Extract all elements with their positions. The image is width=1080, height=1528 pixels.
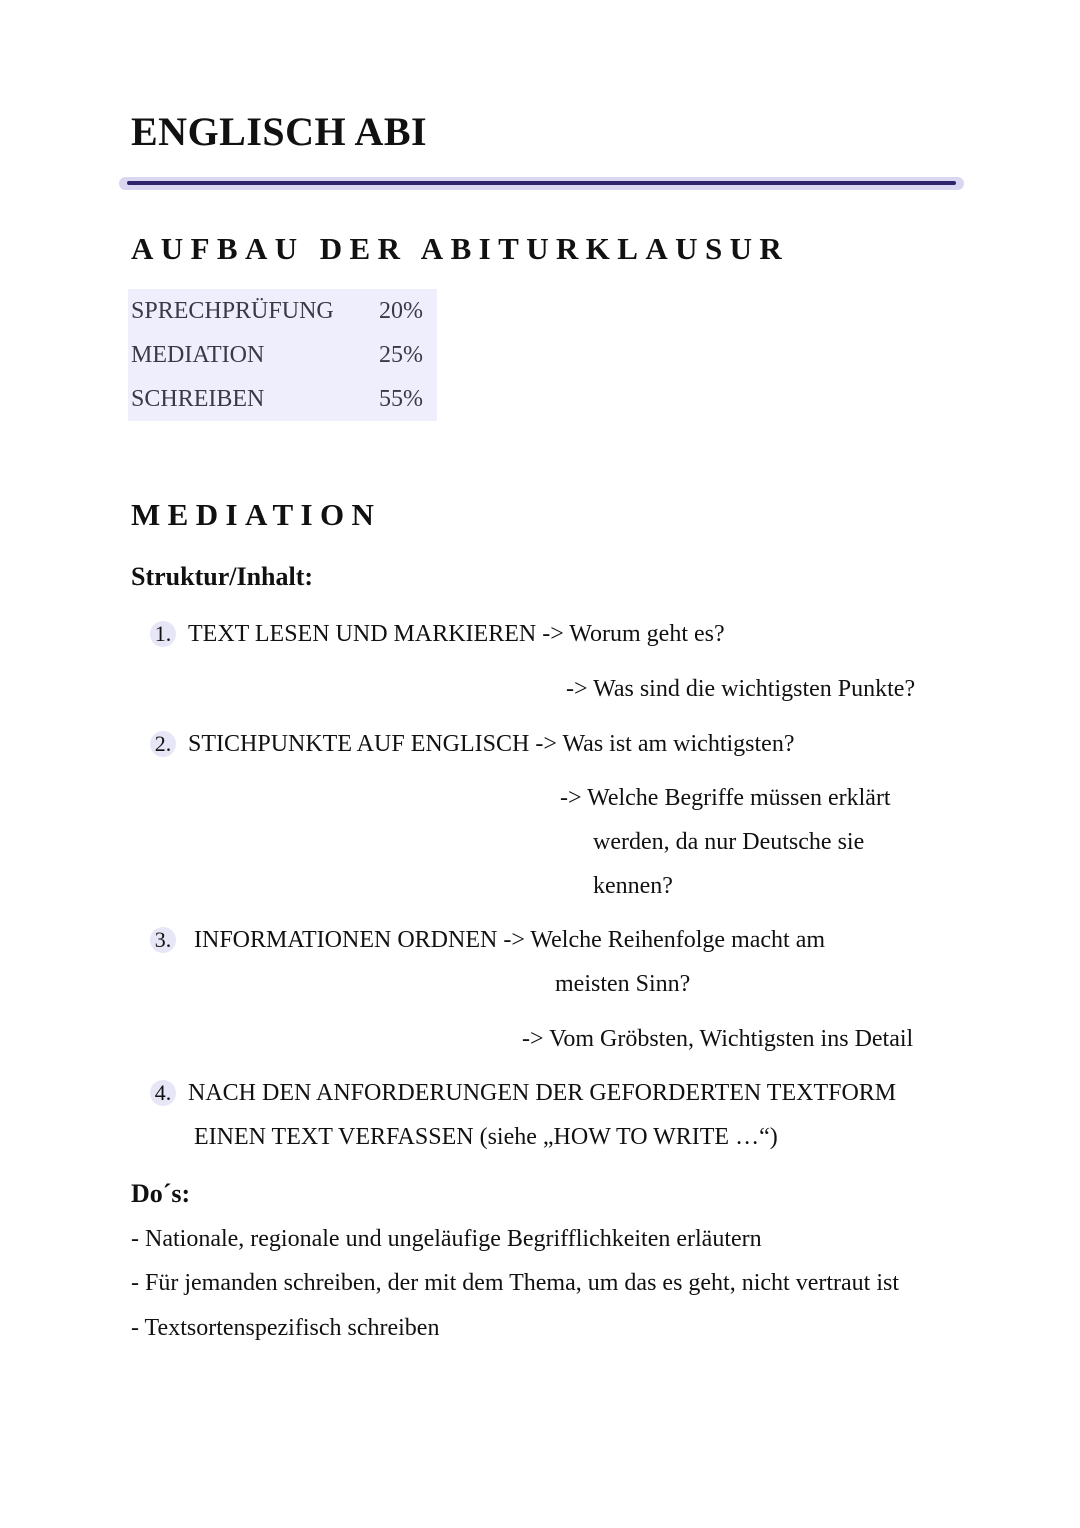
step-number: 2. (150, 731, 176, 757)
row-value: 55% (379, 386, 423, 412)
step-text: STICHPUNKTE AUF ENGLISCH -> Was ist am wichtigsten? (188, 731, 795, 757)
row-value: 20% (379, 298, 423, 324)
exam-weight-table (128, 289, 437, 421)
row-label: SCHREIBEN (131, 386, 265, 412)
step-detail: kennen? (593, 873, 673, 899)
page-title: ENGLISCH ABI (131, 109, 428, 154)
table-row (128, 289, 437, 333)
step-detail: -> Welche Begriffe müssen erklärt (560, 785, 891, 811)
dos-heading: Do´s: (131, 1179, 191, 1208)
step-text: TEXT LESEN UND MARKIEREN -> Worum geht es? (188, 621, 725, 647)
table-row (128, 333, 437, 377)
step-detail: werden, da nur Deutsche sie (593, 829, 865, 855)
mediation-heading: MEDIATION (131, 497, 382, 532)
list-item: - Nationale, regionale und ungeläufige Begrifflichkeiten erläutern (131, 1226, 762, 1252)
step-text: INFORMATIONEN ORDNEN -> Welche Reihenfolge macht am (194, 927, 826, 953)
step-text: NACH DEN ANFORDERUNGEN DER GEFORDERTEN TEXTFORM (188, 1080, 897, 1106)
step-detail: EINEN TEXT VERFASSEN (siehe „HOW TO WRITE …“) (194, 1124, 778, 1150)
list-item: - Textsortenspezifisch schreiben (131, 1315, 440, 1341)
list-item: - Für jemanden schreiben, der mit dem Thema, um das es geht, nicht vertraut ist (131, 1270, 900, 1296)
step-number: 3. (150, 927, 176, 953)
table-row (128, 377, 437, 421)
row-label: MEDIATION (131, 342, 265, 368)
step-number: 4. (150, 1080, 176, 1106)
step-detail: -> Vom Gröbsten, Wichtigsten ins Detail (522, 1026, 914, 1052)
row-value: 25% (379, 342, 423, 368)
title-divider (119, 177, 964, 190)
step-detail: meisten Sinn? (555, 971, 691, 997)
step-number: 1. (150, 621, 176, 647)
row-label: SPRECHPRÜFUNG (131, 298, 334, 324)
aufbau-heading: AUFBAU DER ABITURKLAUSUR (131, 231, 790, 266)
step-detail: -> Was sind die wichtigsten Punkte? (566, 676, 916, 702)
structure-heading: Struktur/Inhalt: (131, 562, 314, 591)
